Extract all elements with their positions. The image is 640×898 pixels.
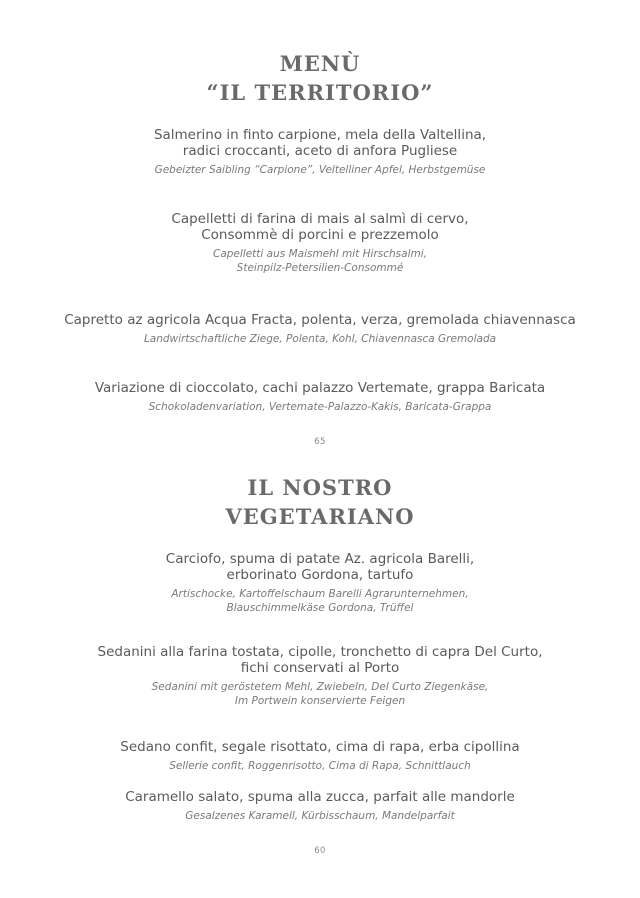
dish-german: [0, 400, 640, 414]
dish-translation-line: Blauschimmelkäse Gordona, Trüffel: [226, 602, 414, 614]
dish-translation-line: Steinpilz-Petersilien-Consommé: [236, 262, 404, 274]
dish-line: Carciofo, spuma di patate Az. agricola Barelli,: [165, 551, 475, 567]
dish-translation-line: Sedanini mit geröstetem Mehl, Zwiebeln, Del Curto Ziegenkäse,: [151, 681, 489, 693]
dish-german: [0, 163, 640, 177]
title-line: VEGETARIANO: [225, 504, 415, 529]
menu-item: [0, 312, 640, 346]
menu-price: 65: [314, 437, 326, 447]
dish-german: [0, 759, 640, 773]
dish-italian: [0, 739, 640, 755]
dish-line: fichi conservati al Porto: [240, 660, 400, 676]
dish-translation-line: Artischocke, Kartoffelschaum Barelli Agrarunternehmen,: [171, 588, 469, 600]
title-line: IL NOSTRO: [247, 475, 393, 500]
dish-german: [0, 332, 640, 346]
dish-line: radici croccanti, aceto di anfora Pugliese: [182, 143, 458, 159]
dish-translation-line: Gesalzenes Karamell, Kürbisschaum, Mandelparfait: [185, 810, 455, 822]
menu-item: [0, 211, 640, 275]
menu-item: [0, 789, 640, 823]
dish-german: [0, 587, 640, 615]
dish-line: Sedano confit, segale risottato, cima di rapa, erba cipollina: [120, 739, 520, 755]
dish-translation-line: Schokoladenvariation, Vertemate-Palazzo-Kakis, Baricata-Grappa: [148, 401, 492, 413]
dish-italian: [0, 380, 640, 396]
dish-line: Variazione di cioccolato, cachi palazzo Vertemate, grappa Baricata: [94, 380, 546, 396]
dish-line: erborinato Gordona, tartufo: [226, 567, 414, 583]
section-title-vegetariano: [0, 473, 640, 531]
dish-italian: [0, 644, 640, 676]
menu-item: [0, 739, 640, 773]
dish-german: [0, 809, 640, 823]
menu-item: [0, 644, 640, 708]
dish-translation-line: Capelletti aus Maismehl mit Hirschsalmi,: [213, 248, 427, 260]
dish-italian: [0, 789, 640, 805]
section-title-territorio: [0, 49, 640, 107]
dish-german: [0, 247, 640, 275]
dish-translation-line: Sellerie confit, Roggenrisotto, Cima di Rapa, Schnittlauch: [169, 760, 471, 772]
dish-line: Consommè di porcini e prezzemolo: [201, 227, 439, 243]
dish-italian: [0, 312, 640, 328]
dish-line: Caramello salato, spuma alla zucca, parfait alle mandorle: [125, 789, 515, 805]
title-line: “IL TERRITORIO”: [206, 80, 434, 105]
menu-item: [0, 380, 640, 414]
menu-price: 60: [314, 846, 326, 856]
dish-line: Capelletti di farina di mais al salmì di cervo,: [171, 211, 469, 227]
dish-translation-line: Landwirtschaftliche Ziege, Polenta, Kohl, Chiavennasca Gremolada: [143, 333, 497, 345]
dish-line: Capretto az agricola Acqua Fracta, polenta, verza, gremolada chiavennasca: [64, 312, 576, 328]
dish-translation-line: Im Portwein konservierte Feigen: [234, 695, 406, 707]
dish-line: Sedanini alla farina tostata, cipolle, tronchetto di capra Del Curto,: [97, 644, 543, 660]
dish-translation-line: Gebeizter Saibling “Carpione”, Veltelliner Apfel, Herbstgemüse: [154, 164, 486, 176]
menu-item: [0, 127, 640, 177]
menu-item: [0, 551, 640, 615]
dish-italian: [0, 127, 640, 159]
title-line: MENÙ: [279, 51, 361, 76]
dish-line: Salmerino in finto carpione, mela della Valtellina,: [153, 127, 487, 143]
dish-german: [0, 680, 640, 708]
dish-italian: [0, 551, 640, 583]
dish-italian: [0, 211, 640, 243]
